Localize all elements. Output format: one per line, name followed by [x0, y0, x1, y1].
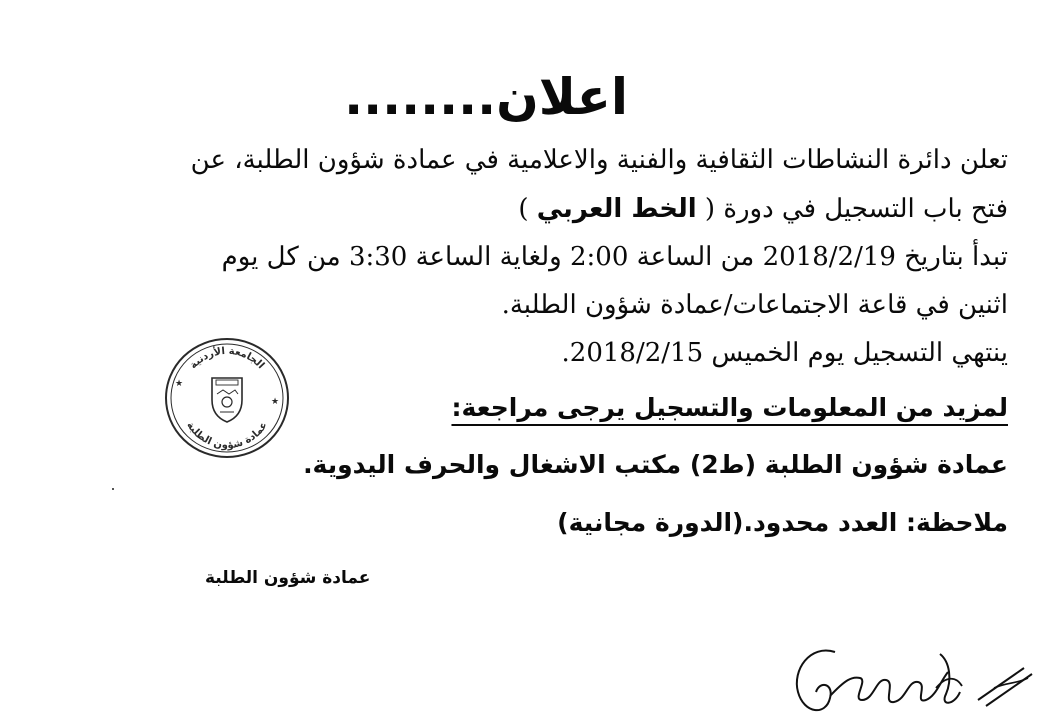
note-line: ملاحظة: العدد محدود.(الدورة مجانية): [557, 508, 1008, 537]
announcement-line-2: [518, 196, 1008, 222]
announcement-line-3: تبدأ بتاريخ 2018/2/19 من الساعة 2:00 ولغاية الساعة 3:30 من كل يوم: [221, 242, 1008, 272]
registration-text: فتح باب التسجيل في دورة (: [704, 194, 1008, 224]
announcement-title: اعلان........: [344, 68, 628, 126]
scan-speck: [112, 488, 114, 490]
svg-text:★: ★: [175, 379, 184, 389]
announcement-line-5: ينتهي التسجيل يوم الخميس 2018/2/15.: [561, 338, 1008, 368]
seal-bottom-text: عمادة شؤون الطلبة: [184, 420, 270, 452]
course-name: الخط العربي: [536, 194, 697, 224]
svg-text:★: ★: [271, 397, 280, 407]
seal-top-text: الجامعة الأردنية: [187, 345, 267, 372]
course-bracket: ): [518, 194, 529, 224]
svg-text:الجامعة الأردنية: [188, 344, 266, 371]
svg-text:عمادة شؤون الطلبة: [184, 420, 270, 451]
office-location: عمادة شؤون الطلبة (ط2) مكتب الاشغال والحرف اليدوية.: [303, 450, 1008, 479]
university-seal-icon: [163, 336, 291, 460]
more-info-heading: لمزيد من المعلومات والتسجيل يرجى مراجعة:: [451, 393, 1008, 422]
announcement-line-4: اثنين في قاعة الاجتماعات/عمادة شؤون الطلبة.: [501, 290, 1008, 320]
signoff-text: عمادة شؤون الطلبة: [205, 568, 371, 588]
announcement-line-1: تعلن دائرة النشاطات الثقافية والفنية والاعلامية في عمادة شؤون الطلبة، عن: [190, 145, 1008, 175]
signature-icon: [790, 640, 1040, 720]
